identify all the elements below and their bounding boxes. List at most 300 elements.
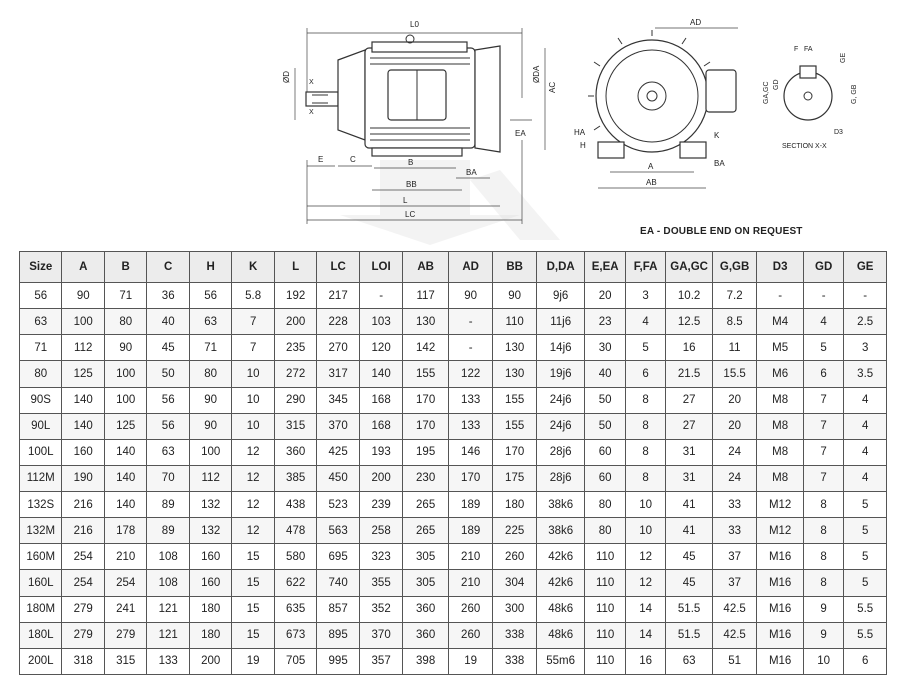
table-cell: 125: [62, 361, 104, 387]
table-cell: 100L: [20, 439, 62, 465]
label-A: A: [648, 162, 654, 171]
table-cell: 305: [403, 570, 449, 596]
table-cell: 16: [666, 335, 713, 361]
table-cell: 190: [62, 465, 104, 491]
table-cell: M16: [757, 622, 804, 648]
table-cell: 90S: [20, 387, 62, 413]
table-cell: 300: [493, 596, 537, 622]
table-cell: 120: [359, 335, 403, 361]
table-cell: 130: [493, 335, 537, 361]
table-cell: 100: [104, 387, 146, 413]
table-cell: 11: [712, 335, 757, 361]
table-cell: 260: [448, 596, 493, 622]
table-row: [20, 465, 887, 491]
column-header: AD: [448, 252, 493, 283]
table-cell: M8: [757, 465, 804, 491]
table-cell: 7: [232, 335, 274, 361]
table-cell: 40: [147, 309, 189, 335]
table-cell: 27: [666, 387, 713, 413]
table-cell: 56: [147, 387, 189, 413]
table-cell: 90: [62, 283, 104, 309]
table-cell: 110: [585, 596, 625, 622]
table-cell: 12.5: [666, 309, 713, 335]
label-D3: D3: [834, 129, 843, 136]
table-cell: M4: [757, 309, 804, 335]
table-cell: 100: [104, 361, 146, 387]
table-cell: 122: [448, 361, 493, 387]
table-cell: 4: [844, 439, 887, 465]
table-cell: M12: [757, 518, 804, 544]
column-header: GA,GC: [666, 252, 713, 283]
table-cell: 56: [189, 283, 231, 309]
table-cell: M8: [757, 387, 804, 413]
table-cell: 168: [359, 413, 403, 439]
table-cell: 180: [189, 622, 231, 648]
column-header: D3: [757, 252, 804, 283]
table-cell: 140: [62, 387, 104, 413]
table-cell: 705: [274, 648, 316, 674]
table-cell: M8: [757, 413, 804, 439]
table-cell: 200: [189, 648, 231, 674]
table-cell: 23: [585, 309, 625, 335]
table-cell: 132M: [20, 518, 62, 544]
table-cell: 48k6: [536, 622, 585, 648]
table-cell: 3: [625, 283, 665, 309]
table-cell: 90: [448, 283, 493, 309]
table-cell: 56: [20, 283, 62, 309]
table-cell: 132: [189, 518, 231, 544]
table-cell: 110: [493, 309, 537, 335]
table-cell: 42k6: [536, 544, 585, 570]
table-cell: 5: [844, 518, 887, 544]
table-cell: M6: [757, 361, 804, 387]
column-header: H: [189, 252, 231, 283]
table-cell: 200L: [20, 648, 62, 674]
table-cell: 357: [359, 648, 403, 674]
table-cell: 360: [403, 596, 449, 622]
table-cell: 4: [625, 309, 665, 335]
label-DA: ØDA: [532, 65, 541, 83]
table-cell: 117: [403, 283, 449, 309]
table-cell: 125: [104, 413, 146, 439]
table-cell: 41: [666, 518, 713, 544]
table-cell: 8: [625, 387, 665, 413]
table-cell: 27: [666, 413, 713, 439]
table-cell: 55m6: [536, 648, 585, 674]
table-cell: 14: [625, 622, 665, 648]
table-cell: 323: [359, 544, 403, 570]
table-cell: 995: [317, 648, 359, 674]
table-cell: -: [448, 335, 493, 361]
table-cell: 10.2: [666, 283, 713, 309]
table-cell: 24: [712, 465, 757, 491]
table-cell: 210: [104, 544, 146, 570]
table-cell: 673: [274, 622, 316, 648]
table-cell: 4: [803, 309, 843, 335]
table-cell: -: [359, 283, 403, 309]
table-cell: 7: [803, 387, 843, 413]
table-cell: 12: [625, 570, 665, 596]
table-cell: 168: [359, 387, 403, 413]
table-cell: -: [448, 309, 493, 335]
table-cell: 338: [493, 648, 537, 674]
table-cell: 189: [448, 492, 493, 518]
table-cell: 170: [403, 413, 449, 439]
table-cell: 90: [189, 387, 231, 413]
table-cell: 9: [803, 622, 843, 648]
table-cell: 100: [189, 439, 231, 465]
table-cell: 12: [232, 518, 274, 544]
table-cell: 50: [585, 413, 625, 439]
label-HA: HA: [574, 128, 586, 137]
table-cell: 8: [625, 439, 665, 465]
table-cell: 155: [493, 387, 537, 413]
table-cell: 4: [844, 465, 887, 491]
table-cell: 225: [493, 518, 537, 544]
table-cell: 5.5: [844, 596, 887, 622]
table-cell: 178: [104, 518, 146, 544]
table-row: [20, 648, 887, 674]
dimension-table: [19, 251, 887, 675]
table-cell: 9: [803, 596, 843, 622]
column-header: AB: [403, 252, 449, 283]
table-cell: 290: [274, 387, 316, 413]
table-cell: 51: [712, 648, 757, 674]
table-cell: 317: [317, 361, 359, 387]
table-cell: 15.5: [712, 361, 757, 387]
table-cell: 112M: [20, 465, 62, 491]
table-cell: 175: [493, 465, 537, 491]
table-cell: 279: [104, 622, 146, 648]
table-cell: 70: [147, 465, 189, 491]
table-cell: 155: [403, 361, 449, 387]
table-cell: 80: [20, 361, 62, 387]
table-row: [20, 361, 887, 387]
label-AD: AD: [690, 18, 702, 27]
table-cell: M16: [757, 544, 804, 570]
label-B: B: [408, 158, 414, 167]
label-GE: GE: [840, 52, 847, 63]
label-EA: EA: [515, 129, 526, 138]
table-cell: 180: [493, 492, 537, 518]
table-cell: 30: [585, 335, 625, 361]
table-cell: 438: [274, 492, 316, 518]
column-header: LOI: [359, 252, 403, 283]
watermark: [340, 160, 560, 245]
table-cell: 7: [803, 439, 843, 465]
table-cell: 31: [666, 465, 713, 491]
table-cell: 352: [359, 596, 403, 622]
label-GD: GD: [773, 79, 780, 90]
column-header: D,DA: [536, 252, 585, 283]
label-L0: L0: [410, 20, 419, 29]
table-cell: 260: [448, 622, 493, 648]
table-cell: 132S: [20, 492, 62, 518]
table-cell: 10: [232, 387, 274, 413]
table-cell: 2.5: [844, 309, 887, 335]
table-cell: 37: [712, 570, 757, 596]
table-cell: 7: [803, 465, 843, 491]
label-K: K: [714, 131, 720, 140]
table-body: [20, 283, 887, 675]
column-header: A: [62, 252, 104, 283]
table-cell: 103: [359, 309, 403, 335]
table-cell: 19: [232, 648, 274, 674]
table-row: [20, 335, 887, 361]
table-cell: 40: [585, 361, 625, 387]
table-cell: 12: [232, 492, 274, 518]
table-cell: 20: [585, 283, 625, 309]
table-cell: M12: [757, 492, 804, 518]
section-view: [763, 46, 858, 150]
table-cell: 33: [712, 518, 757, 544]
table-cell: 110: [585, 622, 625, 648]
table-cell: 6: [625, 361, 665, 387]
table-cell: 71: [20, 335, 62, 361]
table-row: [20, 439, 887, 465]
table-cell: 15: [232, 622, 274, 648]
label-GA-GC: GA,GC: [763, 81, 770, 104]
table-cell: 108: [147, 570, 189, 596]
table-cell: 241: [104, 596, 146, 622]
table-cell: 279: [62, 622, 104, 648]
table-cell: 200: [274, 309, 316, 335]
table-row: [20, 518, 887, 544]
table-cell: 89: [147, 492, 189, 518]
table-cell: 6: [844, 648, 887, 674]
table-cell: 11j6: [536, 309, 585, 335]
table-cell: 146: [448, 439, 493, 465]
table-header-row: [20, 252, 887, 283]
table-cell: 200: [359, 465, 403, 491]
table-cell: 5: [803, 335, 843, 361]
table-cell: 478: [274, 518, 316, 544]
label-LC: LC: [405, 210, 416, 219]
table-cell: 318: [62, 648, 104, 674]
column-header: G,GB: [712, 252, 757, 283]
table-cell: 210: [448, 544, 493, 570]
table-cell: 254: [62, 570, 104, 596]
label-BB: BB: [406, 180, 417, 189]
table-cell: 42.5: [712, 596, 757, 622]
table-cell: 260: [493, 544, 537, 570]
table-cell: 51.5: [666, 622, 713, 648]
table-cell: 121: [147, 596, 189, 622]
table-cell: 20: [712, 387, 757, 413]
table-cell: 19: [448, 648, 493, 674]
table-cell: 37: [712, 544, 757, 570]
table-cell: 8: [625, 465, 665, 491]
table-cell: 360: [403, 622, 449, 648]
table-cell: 10: [625, 518, 665, 544]
table-cell: 345: [317, 387, 359, 413]
table-cell: 195: [403, 439, 449, 465]
section-caption: SECTION X-X: [782, 143, 827, 150]
table-cell: 523: [317, 492, 359, 518]
table-cell: 180L: [20, 622, 62, 648]
label-C: C: [350, 155, 356, 164]
table-cell: M8: [757, 439, 804, 465]
table-row: [20, 387, 887, 413]
table-cell: 160: [189, 544, 231, 570]
table-cell: 140: [104, 439, 146, 465]
table-cell: 580: [274, 544, 316, 570]
table-cell: 140: [359, 361, 403, 387]
table-cell: 265: [403, 492, 449, 518]
table-cell: 112: [189, 465, 231, 491]
table-cell: 100: [62, 309, 104, 335]
table-cell: 192: [274, 283, 316, 309]
table-cell: 563: [317, 518, 359, 544]
table-cell: 38k6: [536, 492, 585, 518]
table-cell: 10: [803, 648, 843, 674]
table-cell: 90: [104, 335, 146, 361]
table-cell: 133: [448, 413, 493, 439]
table-cell: 5: [625, 335, 665, 361]
table-cell: 12: [625, 544, 665, 570]
table-cell: 10: [232, 413, 274, 439]
column-header: B: [104, 252, 146, 283]
label-AB: AB: [646, 178, 657, 187]
table-cell: 193: [359, 439, 403, 465]
table-cell: 42.5: [712, 622, 757, 648]
table-cell: 360: [274, 439, 316, 465]
table-cell: 60: [585, 465, 625, 491]
table-cell: 121: [147, 622, 189, 648]
table-cell: 239: [359, 492, 403, 518]
table-row: [20, 596, 887, 622]
table-cell: 21.5: [666, 361, 713, 387]
label-BA-front: BA: [714, 159, 725, 168]
label-H: H: [580, 141, 586, 150]
table-cell: 895: [317, 622, 359, 648]
table-row: [20, 309, 887, 335]
table-cell: 170: [448, 465, 493, 491]
table-cell: 110: [585, 544, 625, 570]
table-cell: -: [757, 283, 804, 309]
table-row: [20, 544, 887, 570]
table-cell: 16: [625, 648, 665, 674]
table-cell: 270: [317, 335, 359, 361]
table-cell: 12: [232, 465, 274, 491]
table-cell: 622: [274, 570, 316, 596]
motor-dimension-drawings: [0, 0, 906, 245]
table-cell: 265: [403, 518, 449, 544]
table-cell: 36: [147, 283, 189, 309]
table-cell: 90L: [20, 413, 62, 439]
label-X-top: X: [309, 79, 314, 86]
table-cell: 272: [274, 361, 316, 387]
table-cell: 50: [585, 387, 625, 413]
table-cell: 160: [189, 570, 231, 596]
table-cell: 15: [232, 544, 274, 570]
table-cell: 28j6: [536, 439, 585, 465]
table-cell: 28j6: [536, 465, 585, 491]
table-cell: 15: [232, 570, 274, 596]
table-cell: M16: [757, 596, 804, 622]
table-cell: 12: [232, 439, 274, 465]
table-cell: 370: [317, 413, 359, 439]
table-cell: 7: [803, 413, 843, 439]
table-cell: 60: [585, 439, 625, 465]
table-cell: 108: [147, 544, 189, 570]
table-cell: 24: [712, 439, 757, 465]
table-cell: 71: [104, 283, 146, 309]
table-cell: 258: [359, 518, 403, 544]
table-cell: 15: [232, 596, 274, 622]
table-cell: 315: [104, 648, 146, 674]
table-cell: 140: [62, 413, 104, 439]
table-cell: 228: [317, 309, 359, 335]
table-cell: 51.5: [666, 596, 713, 622]
table-cell: 45: [666, 570, 713, 596]
table-cell: 132: [189, 492, 231, 518]
table-cell: 31: [666, 439, 713, 465]
table-cell: 80: [189, 361, 231, 387]
table-cell: M16: [757, 570, 804, 596]
table-cell: 305: [403, 544, 449, 570]
table-cell: 90: [189, 413, 231, 439]
table-cell: 140: [104, 465, 146, 491]
table-cell: 170: [493, 439, 537, 465]
table-cell: 4: [844, 413, 887, 439]
column-header: F,FA: [625, 252, 665, 283]
table-cell: 130: [493, 361, 537, 387]
table-cell: 5: [844, 570, 887, 596]
column-header: L: [274, 252, 316, 283]
table-cell: 160L: [20, 570, 62, 596]
table-cell: 8: [803, 518, 843, 544]
table-cell: 6: [803, 361, 843, 387]
table-cell: 355: [359, 570, 403, 596]
table-cell: 210: [448, 570, 493, 596]
column-header: BB: [493, 252, 537, 283]
table-cell: 180: [189, 596, 231, 622]
table-cell: 635: [274, 596, 316, 622]
table-cell: 112: [62, 335, 104, 361]
table-cell: 130: [403, 309, 449, 335]
table-row: [20, 570, 887, 596]
table-cell: 216: [62, 492, 104, 518]
table-cell: -: [844, 283, 887, 309]
table-cell: 80: [104, 309, 146, 335]
table-cell: 63: [147, 439, 189, 465]
table-cell: 9j6: [536, 283, 585, 309]
table-cell: 160M: [20, 544, 62, 570]
column-header: E,EA: [585, 252, 625, 283]
table-cell: 133: [147, 648, 189, 674]
table-cell: 5.5: [844, 622, 887, 648]
column-header: C: [147, 252, 189, 283]
table-cell: 155: [493, 413, 537, 439]
table-cell: M16: [757, 648, 804, 674]
table-cell: 63: [20, 309, 62, 335]
label-BA-side: BA: [466, 168, 477, 177]
table-cell: 71: [189, 335, 231, 361]
table-cell: 338: [493, 622, 537, 648]
table-cell: 48k6: [536, 596, 585, 622]
table-cell: 10: [232, 361, 274, 387]
table-cell: 50: [147, 361, 189, 387]
table-cell: 80: [585, 492, 625, 518]
label-G-GB: G, GB: [851, 84, 858, 104]
label-E: E: [318, 155, 324, 164]
table-cell: M5: [757, 335, 804, 361]
column-header: GD: [803, 252, 843, 283]
table-cell: 7: [232, 309, 274, 335]
table-cell: 235: [274, 335, 316, 361]
table-cell: 63: [666, 648, 713, 674]
